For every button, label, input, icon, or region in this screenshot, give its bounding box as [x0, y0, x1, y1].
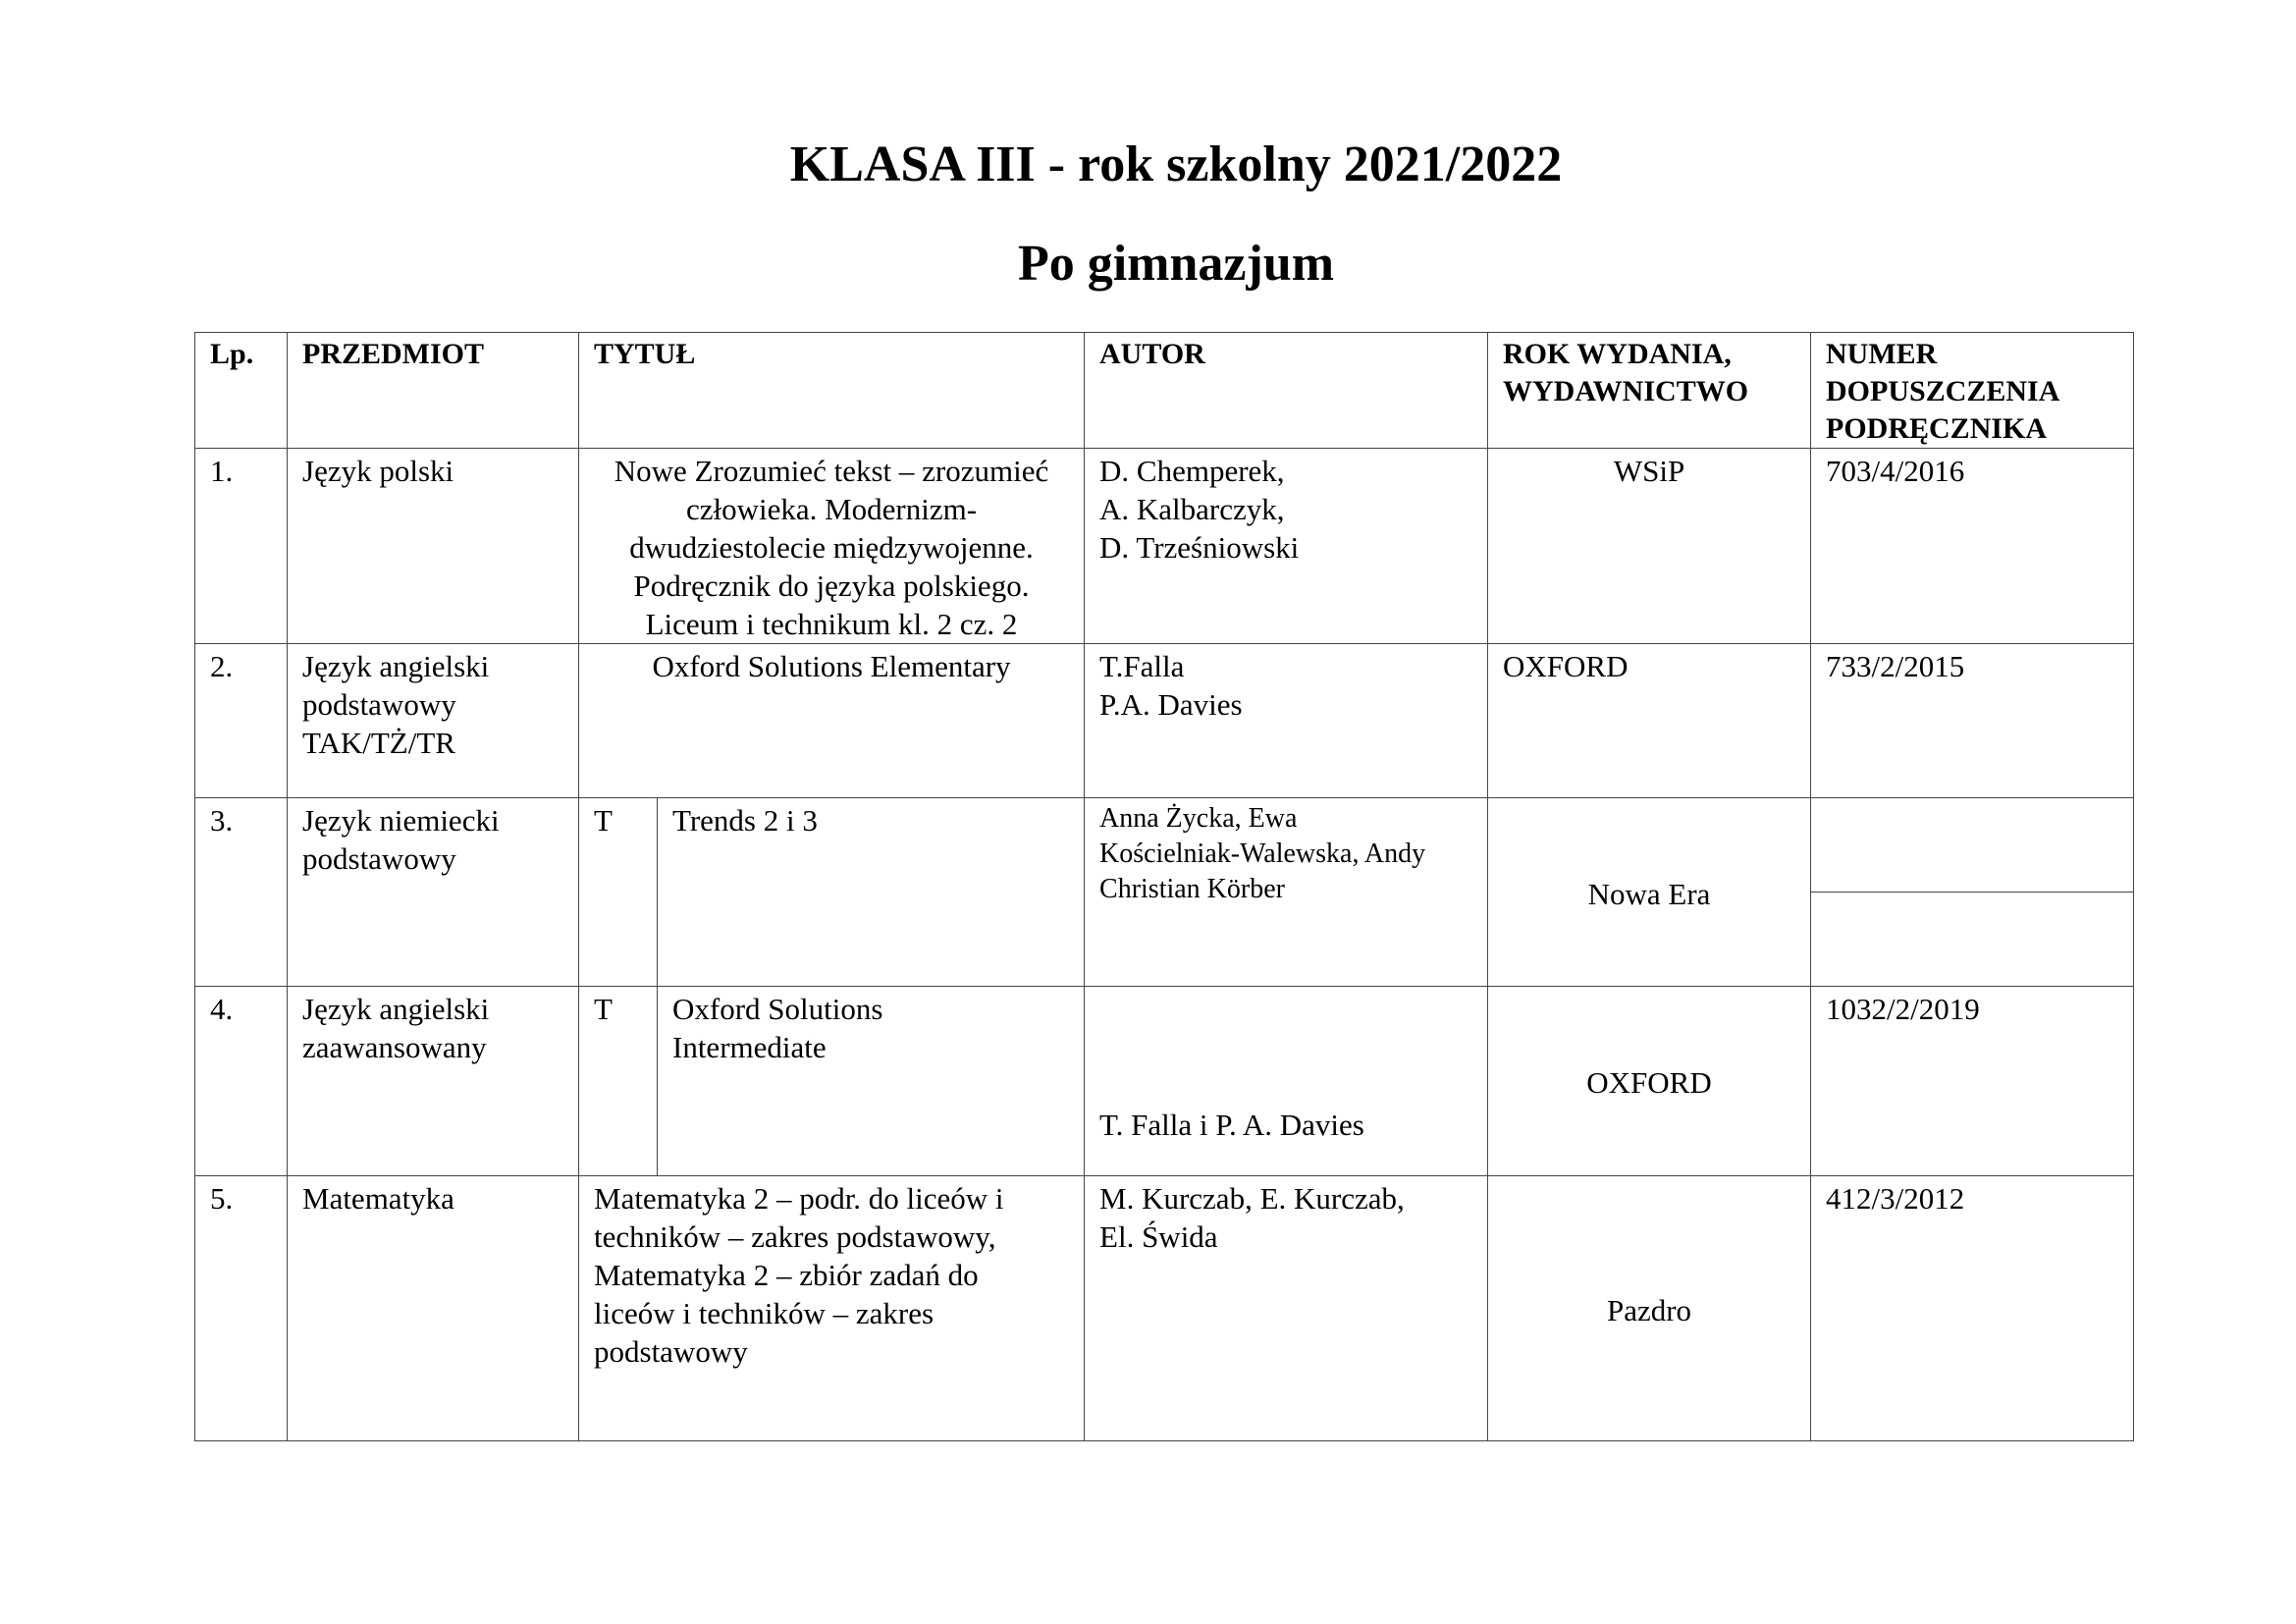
row-publisher: Nowa Era [1488, 798, 1811, 987]
row-author: T.Falla P.A. Davies [1085, 644, 1488, 798]
row-title: Oxford Solutions Elementary [579, 644, 1085, 798]
row-title: Matematyka 2 – podr. do liceów i techników – zakres podstawowy, Matematyka 2 – zbiór zadań do liceów i techników – zakres podstawowy [579, 1176, 1085, 1441]
row-publisher: OXFORD [1488, 987, 1811, 1176]
row-number: 5. [195, 1176, 288, 1441]
table-row [195, 798, 2134, 893]
row-number: 4. [195, 987, 288, 1176]
textbook-table [194, 332, 2134, 1441]
table-row [195, 987, 2134, 1176]
row-subject: Język polski [288, 449, 579, 644]
row-approval: 1032/2/2019 [1811, 987, 2134, 1176]
header-lp: Lp. [195, 333, 288, 449]
header-author: AUTOR [1085, 333, 1488, 449]
row-approval: 412/3/2012 [1811, 1176, 2134, 1441]
row-type: T [579, 798, 658, 987]
header-publisher: ROK WYDANIA, WYDAWNICTWO [1488, 333, 1811, 449]
row-subject: Język angielski podstawowy TAK/TŻ/TR [288, 644, 579, 798]
row-author: D. Chemperek, A. Kalbarczyk, D. Trześniowski [1085, 449, 1488, 644]
header-title: TYTUŁ [579, 333, 1085, 449]
row-approval: 703/4/2016 [1811, 449, 2134, 644]
row-number: 3. [195, 798, 288, 987]
row-publisher: OXFORD [1488, 644, 1811, 798]
row-subject: Matematyka [288, 1176, 579, 1441]
row-publisher: WSiP [1488, 449, 1811, 644]
row-number: 1. [195, 449, 288, 644]
table-row [195, 1176, 2134, 1441]
row-author: Anna Życka, Ewa Kościelniak-Walewska, Andy Christian Körber [1085, 798, 1488, 987]
row-approval: 733/2/2015 [1811, 644, 2134, 798]
row-subject: Język angielski zaawansowany [288, 987, 579, 1176]
row-title: Trends 2 i 3 [658, 798, 1085, 987]
header-subject: PRZEDMIOT [288, 333, 579, 449]
row-author-text: T. Falla i P. A. Davies [1099, 1108, 1364, 1142]
header-approval: NUMER DOPUSZCZENIA PODRĘCZNIKA [1811, 333, 2134, 449]
row-number: 2. [195, 644, 288, 798]
page-title: KLASA III - rok szkolny 2021/2022 [789, 136, 1563, 192]
row-approval-empty [1811, 893, 2134, 987]
row-approval [1811, 798, 2134, 893]
header-row [195, 333, 2134, 449]
row-publisher: Pazdro [1488, 1176, 1811, 1441]
row-subject: Język niemiecki podstawowy [288, 798, 579, 987]
table-row [195, 449, 2134, 644]
row-author [1085, 987, 1488, 1176]
row-title: Oxford Solutions Intermediate [658, 987, 1085, 1176]
page-subtitle: Po gimnazjum [1017, 236, 1335, 292]
row-type: T [579, 987, 658, 1176]
table-row [195, 644, 2134, 798]
row-title: Nowe Zrozumieć tekst – zrozumieć człowieka. Modernizm- dwudziestolecie międzywojenne. Podręcznik do języka polskiego. Liceum i technikum kl. 2 cz. 2 [579, 449, 1085, 644]
row-author: M. Kurczab, E. Kurczab, El. Świda [1085, 1176, 1488, 1441]
